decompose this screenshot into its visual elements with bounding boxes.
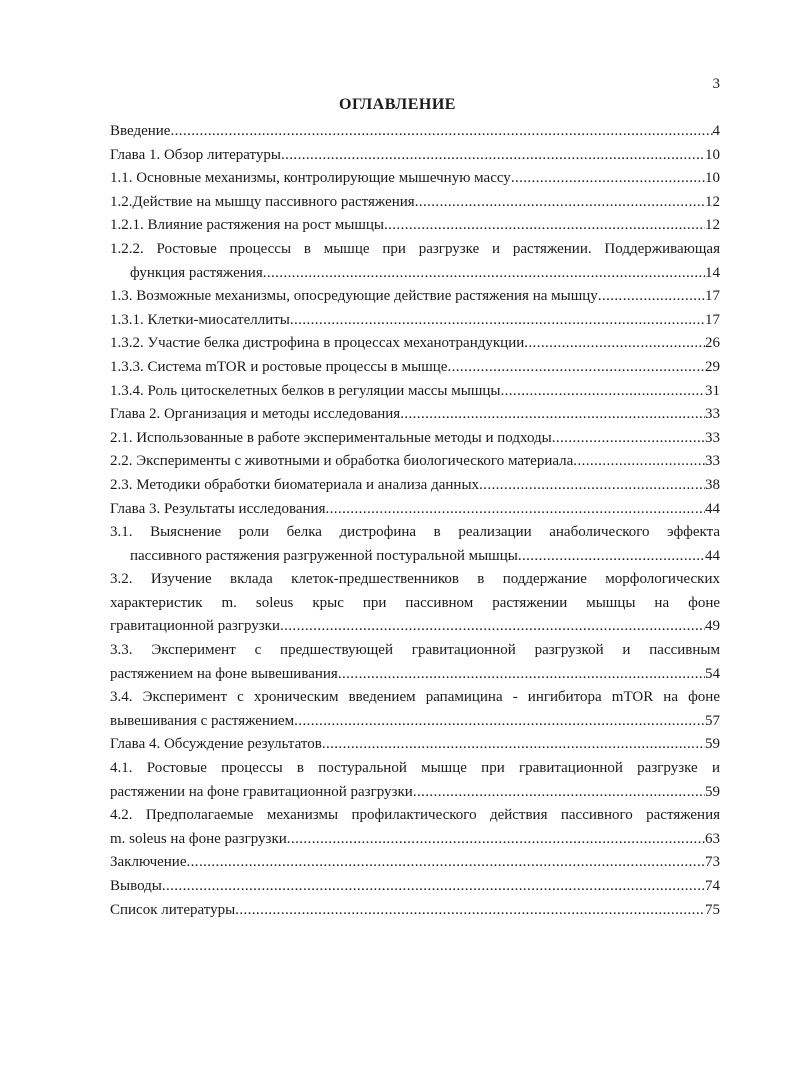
toc-entry-last-line [110,167,720,191]
toc-page-number: 63 [705,830,720,847]
toc-entry-last-line [110,498,720,522]
toc-page-number: 12 [705,217,720,234]
toc-entry[interactable] [110,403,720,427]
toc-entry[interactable] [110,498,720,522]
dot-leader [447,356,705,380]
toc-entry-title: гравитационной разгрузки [110,618,280,635]
toc-entry-last-line [110,663,720,687]
dot-leader [511,167,705,191]
toc-entry[interactable] [110,639,720,686]
toc-entry[interactable] [110,309,720,333]
toc-entry[interactable] [110,427,720,451]
toc-entry-text-line: 3.1. Выяснение роли белка дистрофина в реализации анаболического эффекта [110,524,720,541]
toc-page-number: 14 [705,264,720,281]
toc-entry[interactable] [110,875,720,899]
toc-entry-title: m. soleus на фоне разгрузки [110,830,287,847]
toc-page-number: 17 [705,311,720,328]
toc-entry-last-line [110,733,720,757]
toc-entry[interactable] [110,851,720,875]
dot-leader [573,450,705,474]
toc-entry[interactable] [110,804,720,851]
dot-leader [384,214,705,238]
toc-entry-title: пассивного растяжения разгруженной постуральной мышцы [130,547,518,564]
toc-entry-last-line [110,899,720,923]
toc-entry-title: вывешивания с растяжением [110,712,295,729]
toc-page-number: 73 [705,854,720,871]
dot-leader [187,851,706,875]
dot-leader [415,191,705,215]
dot-leader [170,120,712,144]
toc-page-number: 54 [705,665,720,682]
toc-entry-title: 1.3.2. Участие белка дистрофина в процессах механотрандукции [110,335,525,352]
dot-leader [290,309,705,333]
toc-entry-text-line: 4.2. Предполагаемые механизмы профилактического действия пассивного растяжения [110,807,720,824]
toc-entry[interactable] [110,191,720,215]
toc-entry-title: 1.3.3. Система mTOR и ростовые процессы в мышце [110,358,448,375]
page-number: 3 [712,76,720,92]
toc-entry-text-line: 3.4. Эксперимент с хроническим введением рапамицина - ингибитора mTOR на фоне [110,689,720,706]
toc-entry-last-line [110,450,720,474]
toc-page-number: 33 [705,429,720,446]
toc-entry-title: 2.3. Методики обработки биоматериала и анализа данных [110,476,480,493]
toc-entry-title: Глава 4. Обсуждение результатов [110,736,322,753]
toc-entry[interactable] [110,356,720,380]
dot-leader [235,899,705,923]
toc-entry-text-line: 4.1. Ростовые процессы в постуральной мышце при гравитационной разгрузке и [110,760,720,777]
toc-entry-title: Список литературы [110,901,236,918]
toc-entry[interactable] [110,757,720,804]
toc-entry-title: 1.2.1. Влияние растяжения на рост мышцы [110,217,384,234]
toc-entry-last-line [110,214,720,238]
toc-page-number: 74 [705,878,720,894]
toc-entry[interactable] [110,214,720,238]
toc-entry-title: 1.1. Основные механизмы, контролирующие мышечную массу [110,170,511,187]
dot-leader [263,262,705,286]
dot-leader [524,332,705,356]
toc-entry-title: 1.3. Возможные механизмы, опосредующие действие растяжения на мышцу [110,288,598,305]
toc-entry-last-line [110,403,720,427]
toc-page-number: 31 [705,382,720,399]
dot-leader [552,427,705,451]
dot-leader [338,663,705,687]
toc-entry[interactable] [110,167,720,191]
toc-entry-last-line [110,332,720,356]
toc-entry-text-line: 3.2. Изучение вклада клеток-предшественников в поддержание морфологических [110,571,720,588]
toc-entry[interactable] [110,568,720,639]
toc-entry[interactable] [110,686,720,733]
toc-entry-title: растяжении на фоне гравитационной разгрузки [110,783,413,800]
toc-entry[interactable] [110,450,720,474]
toc-entry-text-line: 3.3. Эксперимент с предшествующей гравитационной разгрузкой и пассивным [110,642,720,659]
toc-page-number: 33 [705,453,720,470]
dot-leader [322,733,705,757]
toc-entry-last-line [110,545,720,569]
toc-page-number: 17 [705,288,720,305]
toc-entry[interactable] [110,332,720,356]
toc-entry[interactable] [110,285,720,309]
toc-entry-last-line [110,262,720,286]
toc-entry[interactable] [110,733,720,757]
toc-entry-title: Выводы [110,878,162,894]
toc-entry[interactable] [110,238,720,285]
toc-entry[interactable] [110,380,720,404]
dot-leader [162,875,705,899]
toc-entry-last-line [110,781,720,805]
toc-entry-last-line [110,309,720,333]
toc-entry-title: Глава 2. Организация и методы исследования [110,406,401,423]
toc-page-number: 59 [705,783,720,800]
toc-entry[interactable] [110,120,720,144]
toc-entry-last-line [110,285,720,309]
toc-entry-title: Заключение [110,854,187,871]
toc-page-number: 26 [705,335,720,352]
toc-entry-title: 1.3.1. Клетки-миосателлиты [110,311,290,328]
toc-entry-last-line [110,474,720,498]
page-title: ОГЛАВЛЕНИЕ [339,96,456,113]
toc-entry[interactable] [110,899,720,923]
toc-entry-title: Введение [110,123,171,139]
toc-entry-title: растяжением на фоне вывешивания [110,665,338,682]
toc-entry-text-line: характеристик m. soleus крыс при пассивном растяжении мышцы на фоне [110,594,720,611]
toc-entry-title: 1.3.4. Роль цитоскелетных белков в регуляции массы мышцы [110,382,501,399]
toc-page-number: 29 [705,358,720,375]
toc-entry-last-line [110,710,720,734]
dot-leader [287,828,705,852]
toc-page-number: 10 [705,170,720,187]
toc-entry-last-line [110,851,720,875]
toc-entry[interactable] [110,521,720,568]
toc-page-number: 59 [705,736,720,753]
toc-page-number: 44 [705,547,720,564]
toc-entry[interactable] [110,144,720,168]
toc-entry-title: 2.1. Использованные в работе экспериментальные методы и подходы [110,429,552,446]
dot-leader [280,615,705,639]
dot-leader [281,144,705,168]
toc-entry-title: функция растяжения [130,264,263,281]
toc-entry-last-line [110,875,720,899]
toc-page-number: 4 [712,123,720,139]
toc-entry[interactable] [110,474,720,498]
toc-page-number: 12 [705,193,720,210]
toc-entry-last-line [110,120,720,144]
toc-entry-title: 2.2. Эксперименты с животными и обработка биологического материала [110,453,574,470]
toc-entry-last-line [110,427,720,451]
dot-leader [294,710,705,734]
toc-entry-title: Глава 1. Обзор литературы [110,146,281,163]
dot-leader [518,545,705,569]
toc-page-number: 10 [705,146,720,163]
dot-leader [400,403,705,427]
toc-page-number: 57 [705,712,720,729]
toc-entry-last-line [110,144,720,168]
toc-entry-text-line: 1.2.2. Ростовые процессы в мышце при разгрузке и растяжении. Поддерживающая [110,240,720,257]
toc-entry-title: 1.2.Действие на мышцу пассивного растяжения [110,193,415,210]
toc-entry-title: Глава 3. Результаты исследования [110,500,326,517]
toc-entry-last-line [110,615,720,639]
toc-entry-last-line [110,356,720,380]
toc-page-number: 49 [705,618,720,635]
toc-entry-last-line [110,191,720,215]
dot-leader [325,498,705,522]
table-of-contents [110,120,720,922]
toc-entry-last-line [110,380,720,404]
toc-page-number: 44 [705,500,720,517]
dot-leader [479,474,705,498]
dot-leader [413,781,705,805]
toc-entry-last-line [110,828,720,852]
dot-leader [598,285,705,309]
dot-leader [500,380,705,404]
toc-page-number: 75 [705,901,720,918]
toc-page-number: 33 [705,406,720,423]
toc-page-number: 38 [705,476,720,493]
